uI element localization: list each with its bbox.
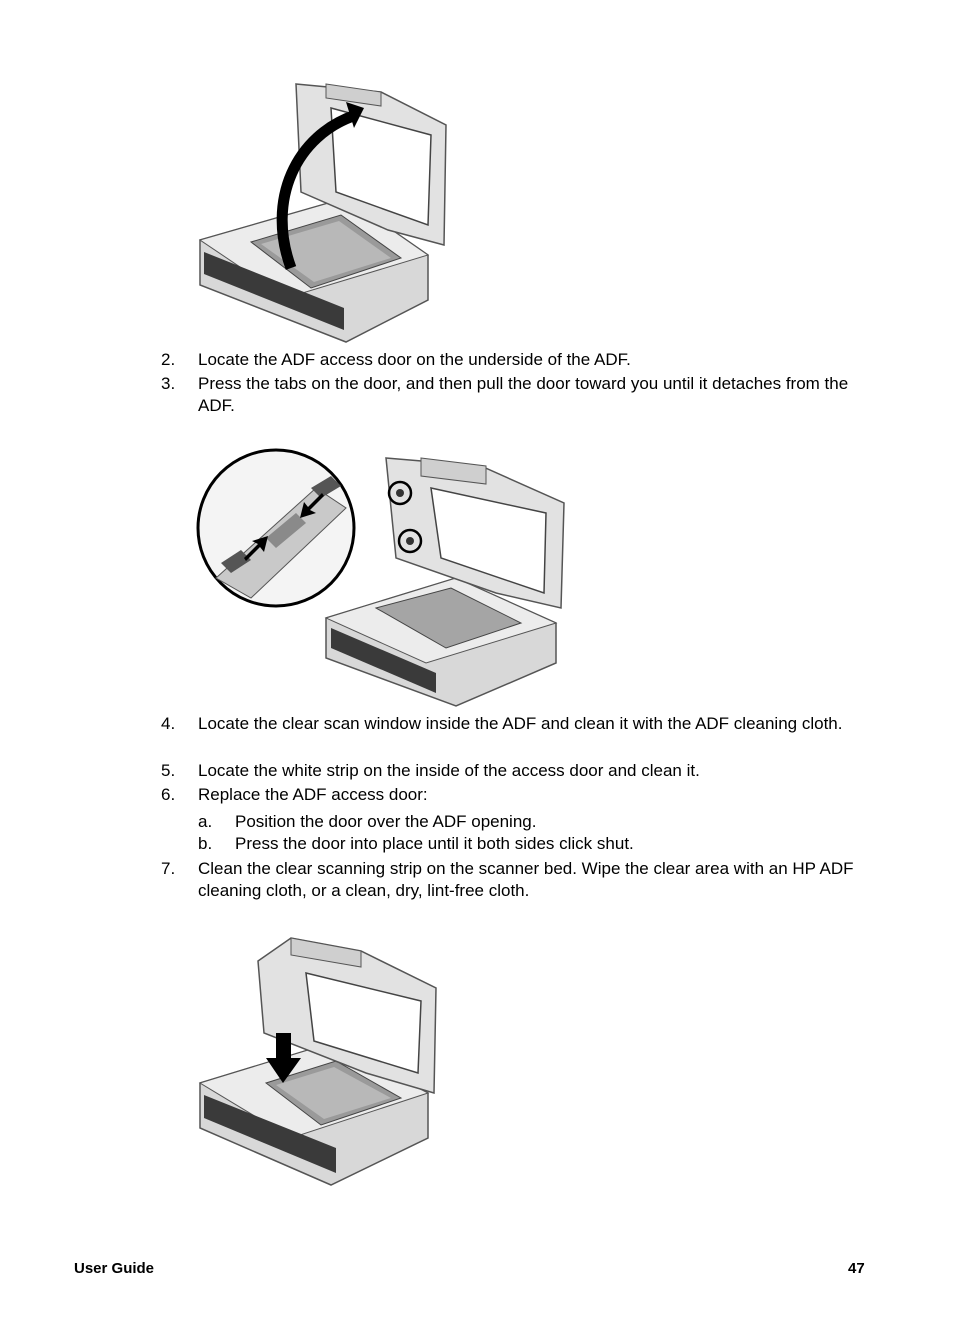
scanning-strip-illustration [196, 933, 442, 1191]
step-text: Clean the clear scanning strip on the scanner bed. Wipe the clear area with an HP ADF cleaning cloth, or a clean, dry, lint-free cloth. [198, 859, 854, 900]
step-text: Locate the clear scan window inside the ADF and clean it with the ADF cleaning cloth. [198, 714, 843, 733]
step-text: Locate the white strip on the inside of the access door and clean it. [198, 761, 700, 780]
step-text: Locate the ADF access door on the underside of the ADF. [198, 350, 631, 369]
step-number: 6. [161, 785, 176, 804]
page-number: 47 [848, 1260, 865, 1277]
scanner-open-lid-illustration [196, 80, 458, 346]
step-text: Press the tabs on the door, and then pull the door toward you until it detaches from the ADF. [198, 374, 849, 415]
substep-text: Press the door into place until it both sides click shut. [235, 834, 634, 853]
substep-letter: a. [198, 812, 213, 831]
step-number: 3. [161, 374, 176, 393]
step-number: 5. [161, 761, 176, 780]
step-number: 7. [161, 859, 176, 878]
substep-letter: b. [198, 834, 213, 853]
substep-text: Position the door over the ADF opening. [235, 812, 537, 831]
adf-door-tabs-illustration [196, 448, 570, 710]
footer-title: User Guide [74, 1260, 155, 1277]
step-number: 2. [161, 350, 176, 369]
step-number: 4. [161, 714, 176, 733]
step-text: Replace the ADF access door: [198, 785, 428, 804]
